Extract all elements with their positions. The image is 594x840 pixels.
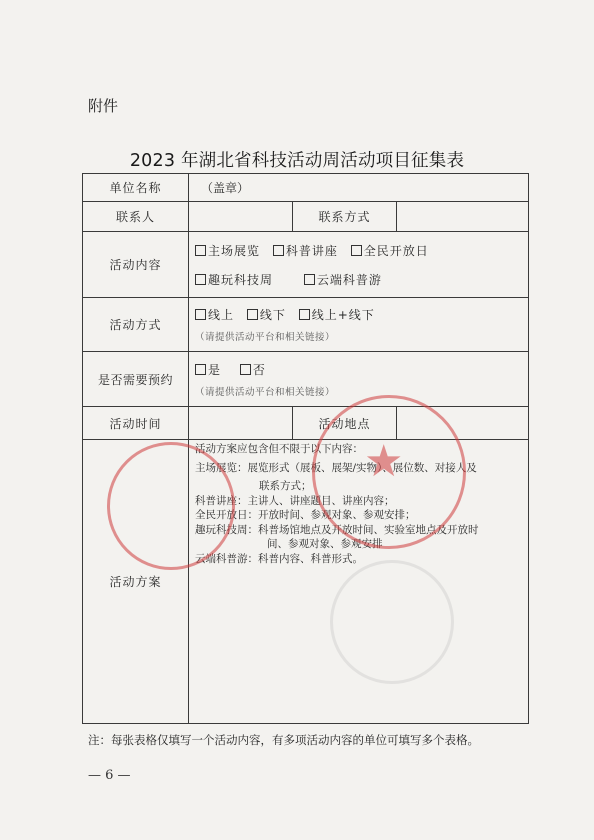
plan-line: 联系方式； bbox=[259, 480, 312, 492]
plan-line: 主场展览：展览形式（展板、展架/实物）、展位数、对接人及 bbox=[195, 461, 477, 474]
option-yes[interactable]: 是 bbox=[195, 363, 221, 377]
checkbox-icon bbox=[195, 274, 206, 285]
option-main-exhibition[interactable]: 主场展览 bbox=[195, 244, 260, 258]
footnote: 注：每张表格仅填写一个活动内容，有多项活动内容的单位可填写多个表格。 bbox=[88, 733, 479, 747]
option-offline[interactable]: 线下 bbox=[247, 308, 286, 322]
row-activity-mode bbox=[83, 298, 529, 352]
booking-options bbox=[189, 352, 529, 407]
option-fun-tech-week[interactable]: 趣玩科技周 bbox=[195, 273, 273, 287]
option-online-offline[interactable]: 线上+线下 bbox=[299, 308, 375, 322]
official-seal-left bbox=[107, 442, 235, 570]
option-cloud-tour[interactable]: 云端科普游 bbox=[304, 273, 382, 287]
seal-note: （盖章） bbox=[201, 181, 250, 195]
plan-line: 活动方案应包含但不限于以下内容： bbox=[195, 443, 363, 455]
plan-line: 科普讲座：主讲人、讲座题目、讲座内容； bbox=[195, 494, 395, 507]
row-booking bbox=[83, 352, 529, 407]
checkbox-icon bbox=[195, 364, 206, 375]
row-unit-name bbox=[83, 174, 529, 202]
seal-star-icon: ★ bbox=[364, 436, 404, 487]
contact-method-field[interactable] bbox=[397, 202, 529, 232]
activity-place-label: 活动地点 bbox=[293, 407, 397, 440]
unit-name-label: 单位名称 bbox=[83, 174, 189, 202]
option-science-lecture[interactable]: 科普讲座 bbox=[273, 244, 338, 258]
plan-line: 间、参观对象、参观安排 bbox=[267, 538, 383, 550]
row-activity-content bbox=[83, 232, 529, 298]
mode-note: （请提供活动平台和相关链接） bbox=[195, 332, 336, 343]
activity-content-label: 活动内容 bbox=[83, 232, 189, 298]
booking-label: 是否需要预约 bbox=[83, 352, 189, 407]
option-open-day[interactable]: 全民开放日 bbox=[351, 244, 429, 258]
plan-line: 全民开放日：开放时间、参观对象、参观安排； bbox=[195, 509, 416, 521]
checkbox-icon bbox=[195, 245, 206, 256]
activity-time-field[interactable] bbox=[189, 407, 293, 440]
faded-seal bbox=[330, 560, 454, 684]
checkbox-icon bbox=[304, 274, 315, 285]
activity-plan-label: 活动方案 bbox=[83, 440, 189, 724]
option-no[interactable]: 否 bbox=[240, 363, 266, 377]
activity-mode-options bbox=[189, 298, 529, 352]
activity-time-label: 活动时间 bbox=[83, 407, 189, 440]
checkbox-icon bbox=[299, 309, 310, 320]
unit-name-field[interactable] bbox=[189, 174, 529, 202]
row-contact bbox=[83, 202, 529, 232]
plan-line: 趣玩科技周：科普场馆地点及开放时间、实验室地点及开放时 bbox=[195, 523, 479, 536]
contact-method-label: 联系方式 bbox=[293, 202, 397, 232]
option-online[interactable]: 线上 bbox=[195, 308, 234, 322]
checkbox-icon bbox=[351, 245, 362, 256]
form-title: 2023 年湖北省科技活动周活动项目征集表 bbox=[129, 151, 465, 171]
contact-person-field[interactable] bbox=[189, 202, 293, 232]
row-time-place bbox=[83, 407, 529, 440]
contact-person-label: 联系人 bbox=[83, 202, 189, 232]
attachment-label: 附件 bbox=[88, 97, 119, 115]
booking-note: （请提供活动平台和相关链接） bbox=[195, 386, 336, 398]
activity-content-options bbox=[189, 232, 529, 298]
checkbox-icon bbox=[195, 309, 206, 320]
page-number: — 6 — bbox=[88, 768, 131, 783]
plan-line: 云端科普游：科普内容、科普形式。 bbox=[195, 552, 363, 565]
checkbox-icon bbox=[240, 364, 251, 375]
checkbox-icon bbox=[247, 309, 258, 320]
activity-mode-label: 活动方式 bbox=[83, 298, 189, 352]
checkbox-icon bbox=[273, 245, 284, 256]
